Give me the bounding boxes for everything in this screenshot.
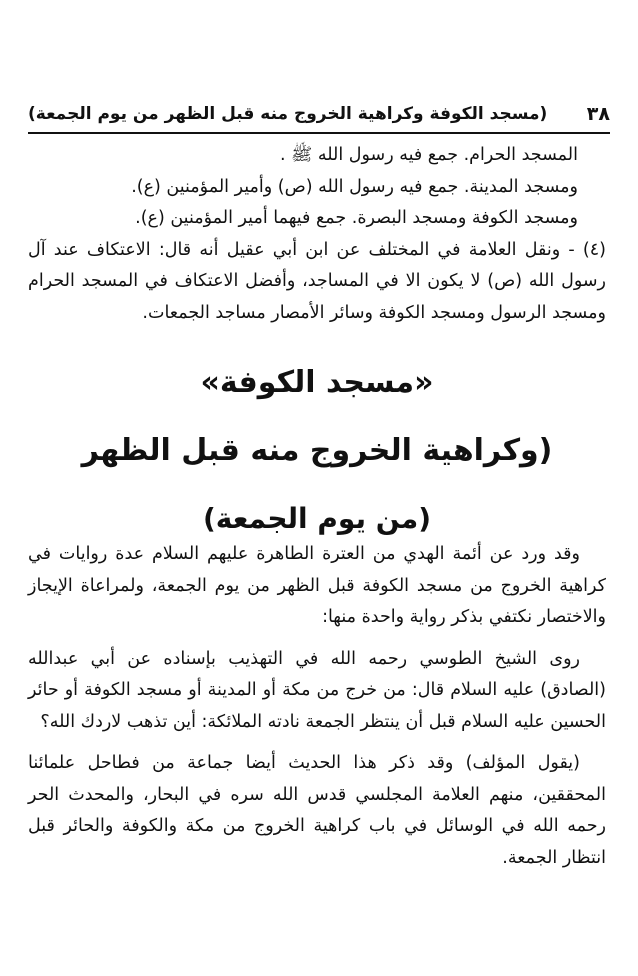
paragraph-2: روى الشيخ الطوسي رحمه الله في التهذيب بإسناده عن أبي عبدالله (الصادق) عليه السلام قال: من خرج من مكة أو المدينة أو مسجد الكوفة أو حائر الحسين عليه السلام قبل أن ينتظر الجمعة نادته الملائكة: أين تذهب لاردك الله؟ xyxy=(28,648,606,732)
running-title: (مسجد الكوفة وكراهية الخروج منه قبل الظهر من يوم الجمعة) xyxy=(28,104,548,124)
page-body xyxy=(28,140,606,874)
section-title: «مسجد الكوفة» xyxy=(200,365,434,400)
page-number: ٣٨ xyxy=(586,103,610,125)
list-line-2: ومسجد المدينة. جمع فيه رسول الله (ص) وأمير المؤمنين (ع). xyxy=(131,176,578,197)
note-paragraph: (٤) - ونقل العلامة في المختلف عن ابن أبي عقيل أنه قال: الاعتكاف عند آل رسول الله (ص) لا يكون الا في المساجد، وأفضل الاعتكاف في المسجد الحرام ومسجد الرسول ومسجد الكوفة وسائر الأمصار مساجد الجمعات. xyxy=(28,239,606,323)
section-subtitle-2: (من يوم الجمعة) xyxy=(202,502,432,535)
list-line-1: المسجد الحرام. جمع فيه رسول الله ﷺ . xyxy=(280,145,578,165)
paragraph-3: (يقول المؤلف) وقد ذكر هذا الحديث أيضا جماعة من فطاحل علمائنا المحققين، منهم العلامة المجلسي قدس الله سره في البحار، والمحدث الحر رحمه الله في الوسائل في باب كراهية الخروج من مكة والكوفة والحائر قبل انتظار الجمعة. xyxy=(28,753,606,868)
list-line-3: ومسجد الكوفة ومسجد البصرة. جمع فيهما أمير المؤمنين (ع). xyxy=(135,208,578,228)
section-subtitle-1: (وكراهية الخروج منه قبل الظهر xyxy=(81,433,553,468)
paragraph-1: وقد ورد عن أئمة الهدي من العترة الطاهرة عليهم السلام عدة روايات في كراهية الخروج من مسجد الكوفة قبل الظهر من يوم الجمعة، ولمراعاة الإيجاز والاختصار نكتفي بذكر رواية واحدة منها: xyxy=(28,544,606,627)
running-header xyxy=(28,96,610,134)
